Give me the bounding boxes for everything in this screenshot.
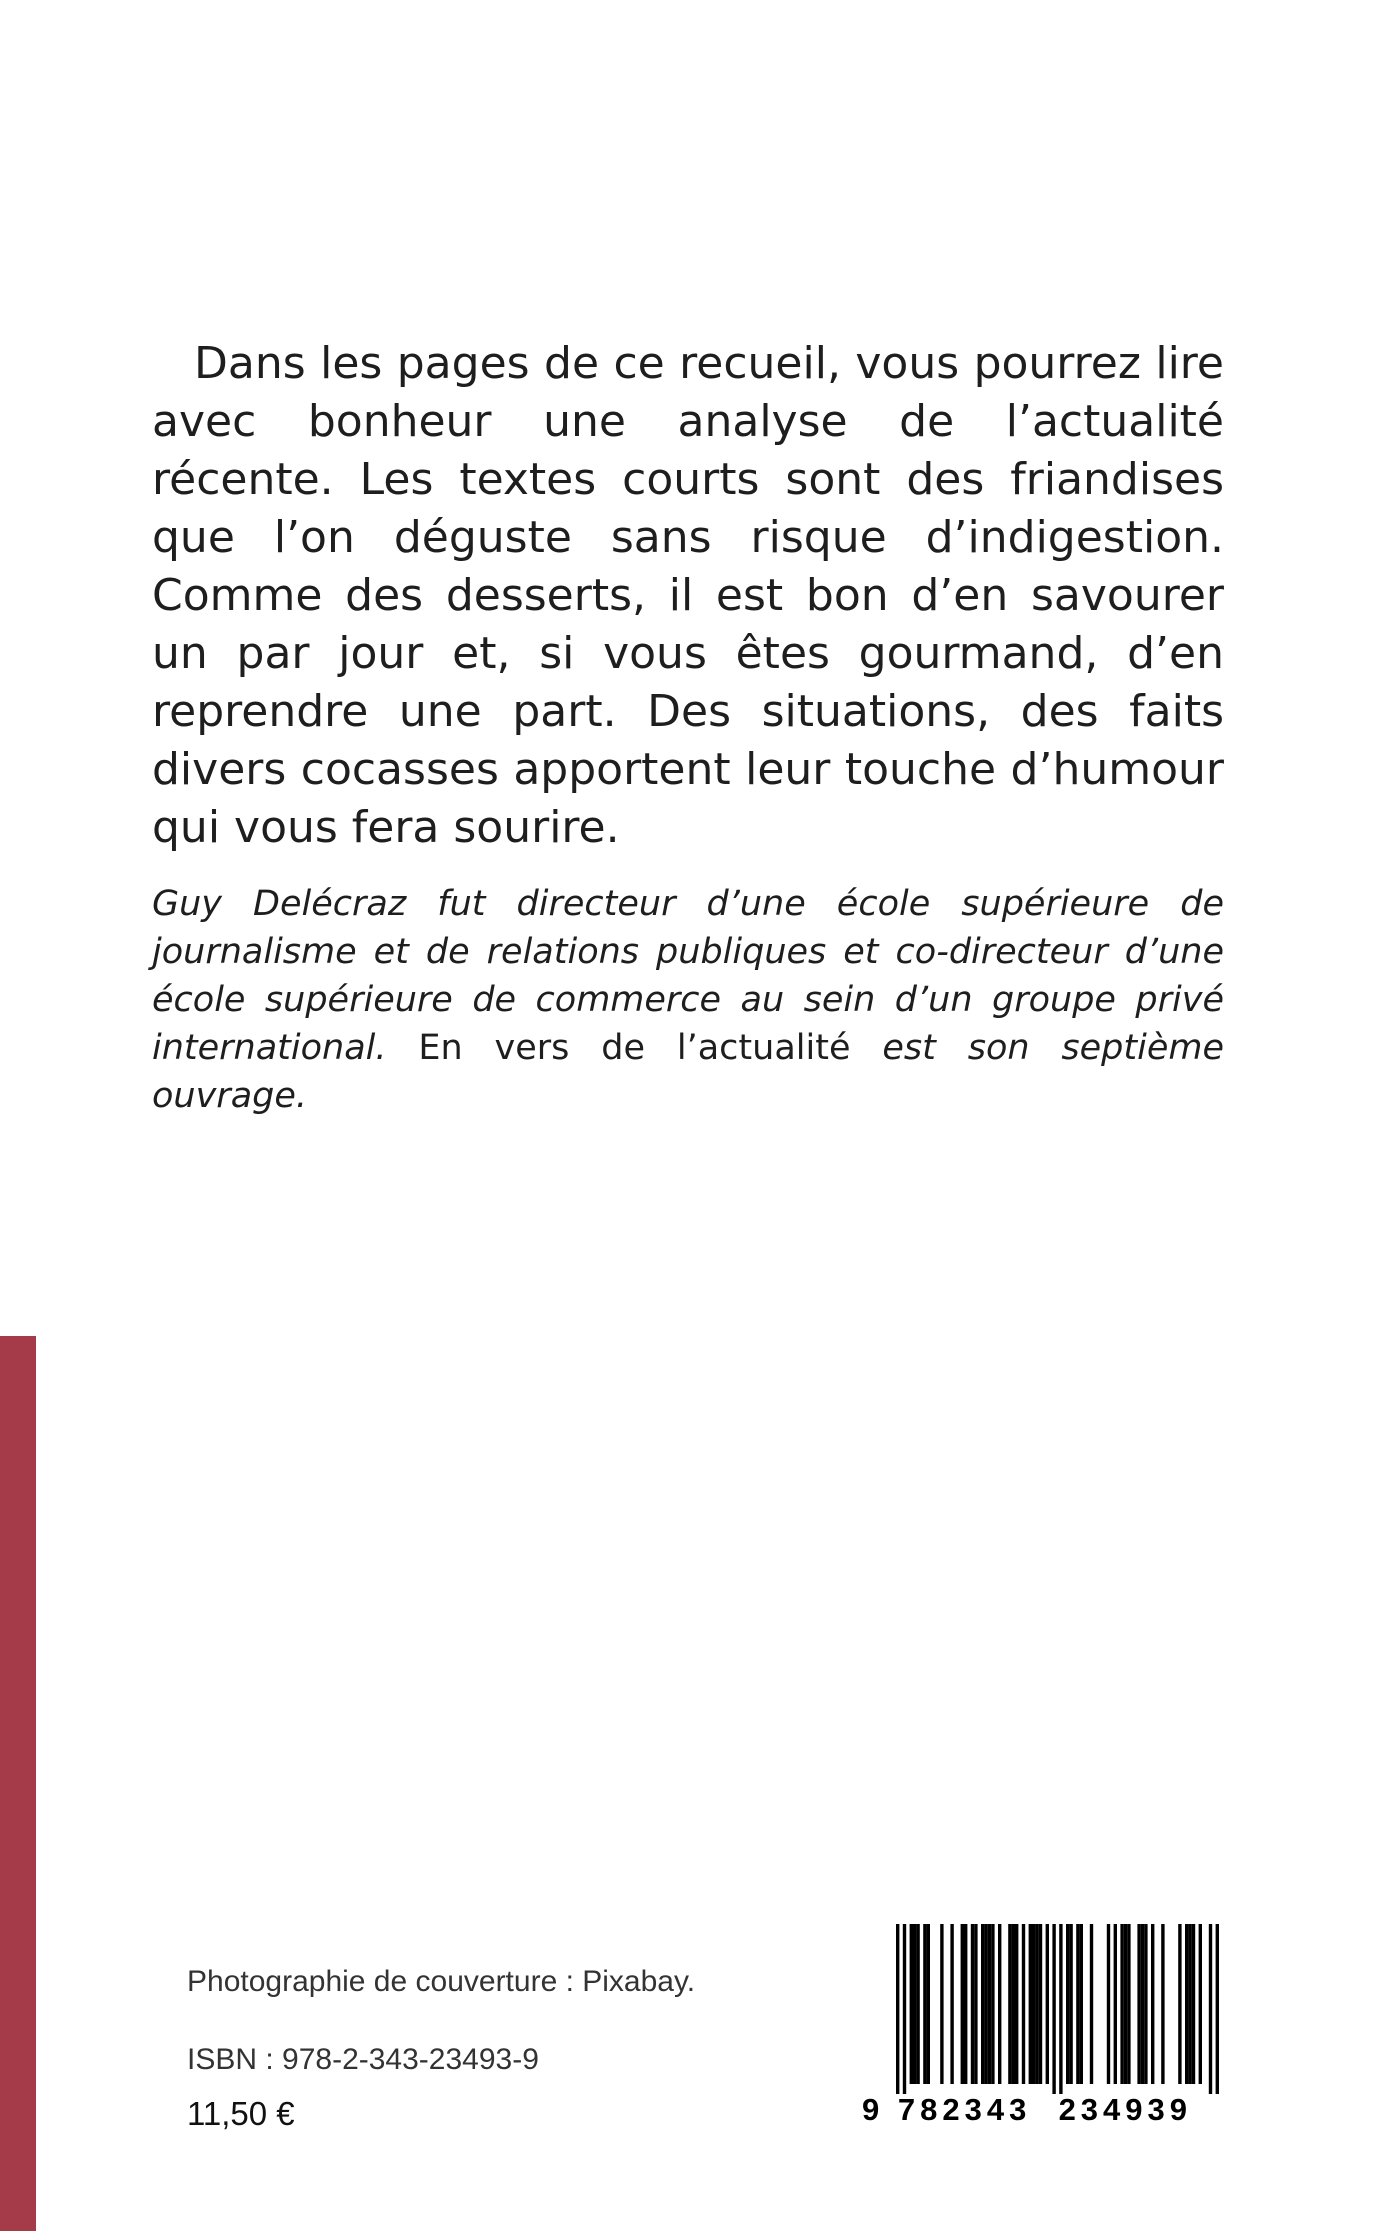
barcode-bar	[1209, 1924, 1212, 2094]
barcode-bar	[1178, 1924, 1181, 2084]
barcode-bar	[1059, 1924, 1062, 2094]
barcode-bar	[961, 1924, 964, 2084]
barcode-bar	[940, 1924, 943, 2084]
barcode-bar	[1039, 1924, 1042, 2084]
barcode-bar	[1090, 1924, 1093, 2084]
author-bio-ending: est son septième ouvrage.	[152, 1028, 1224, 1116]
back-cover-blurb: Dans les pages de ce recueil, vous pourrez lire avec bonheur une analyse de l’actualité récente. Les textes courts sont des friandises que l’on déguste sans risque d’indigestion. Comme des desserts, il est bon d’en savourer un par jour et, si vous êtes gourmand, d’en reprendre une part. Des situations, des faits divers cocasses apportent leur touche d’humour qui vous fera sourire.	[152, 338, 1224, 853]
barcode-bar	[923, 1924, 926, 2084]
barcode-bar	[1015, 1924, 1018, 2084]
barcode-bar	[1127, 1924, 1130, 2084]
price: 11,50 €	[187, 2095, 295, 2132]
barcode-bar	[1144, 1924, 1147, 2084]
barcode-bar	[950, 1924, 953, 2084]
barcode-bar	[1216, 1924, 1219, 2094]
barcode-bar	[974, 1924, 977, 2084]
barcode-bar	[1012, 1924, 1015, 2084]
barcode-bar	[991, 1924, 994, 2084]
photo-credit: Photographie de couverture : Pixabay.	[187, 1965, 696, 1998]
barcode-bar	[998, 1924, 1001, 2084]
barcode-bar	[984, 1924, 987, 2084]
barcode-bar	[1069, 1924, 1072, 2084]
barcode-bar	[913, 1924, 916, 2084]
isbn-number: ISBN : 978-2-343-23493-9	[187, 2043, 539, 2076]
barcode-bar	[1192, 1924, 1195, 2084]
barcode-bar	[1185, 1924, 1188, 2084]
barcode-bar	[1008, 1924, 1011, 2084]
barcode-bar	[988, 1924, 991, 2084]
barcode-bar	[1151, 1924, 1154, 2084]
barcode-bar	[1161, 1924, 1164, 2084]
barcode-bar	[1052, 1924, 1055, 2094]
author-bio	[152, 880, 1224, 1120]
barcode-bar	[1022, 1924, 1025, 2084]
barcode-bar	[1029, 1924, 1032, 2084]
barcode-bar	[1120, 1924, 1123, 2084]
barcode-bar	[1199, 1924, 1202, 2084]
barcode-bar	[1188, 1924, 1191, 2084]
barcode-bar	[1141, 1924, 1144, 2084]
barcode-first-digit: 9	[862, 2092, 885, 2127]
red-side-band	[0, 1336, 36, 2231]
barcode-left-group: 782343	[897, 2092, 1032, 2127]
barcode-bar	[916, 1924, 919, 2084]
barcode-bar	[981, 1924, 984, 2084]
barcode-bar	[1035, 1924, 1038, 2084]
barcode-bar	[964, 1924, 967, 2084]
barcode-bars	[862, 1924, 1229, 2094]
barcode-bar	[896, 1924, 899, 2094]
barcode-bar	[1080, 1924, 1083, 2084]
barcode-bar	[1032, 1924, 1035, 2084]
barcode-bar	[1137, 1924, 1140, 2084]
barcode-bar	[971, 1924, 974, 2084]
barcode-bar	[1066, 1924, 1069, 2084]
barcode-bar	[1046, 1924, 1049, 2084]
barcode-digits	[862, 2092, 1229, 2128]
barcode-bar	[903, 1924, 906, 2094]
barcode-right-group: 234939	[1058, 2092, 1193, 2127]
book-title: En vers de l’actualité	[386, 1028, 851, 1068]
barcode-bar	[1107, 1924, 1110, 2084]
barcode-bar	[910, 1924, 913, 2084]
barcode	[862, 1924, 1229, 2127]
barcode-bar	[1114, 1924, 1117, 2084]
barcode-bar	[1124, 1924, 1127, 2084]
barcode-bar	[927, 1924, 930, 2084]
author-bio-text: Guy Delécraz fut directeur d’une école supérieure de journalisme et de relations publiques et co-directeur d’une école supérieure de commerce au sein d’un groupe privé international.	[152, 884, 1224, 1068]
barcode-bar	[1076, 1924, 1079, 2084]
